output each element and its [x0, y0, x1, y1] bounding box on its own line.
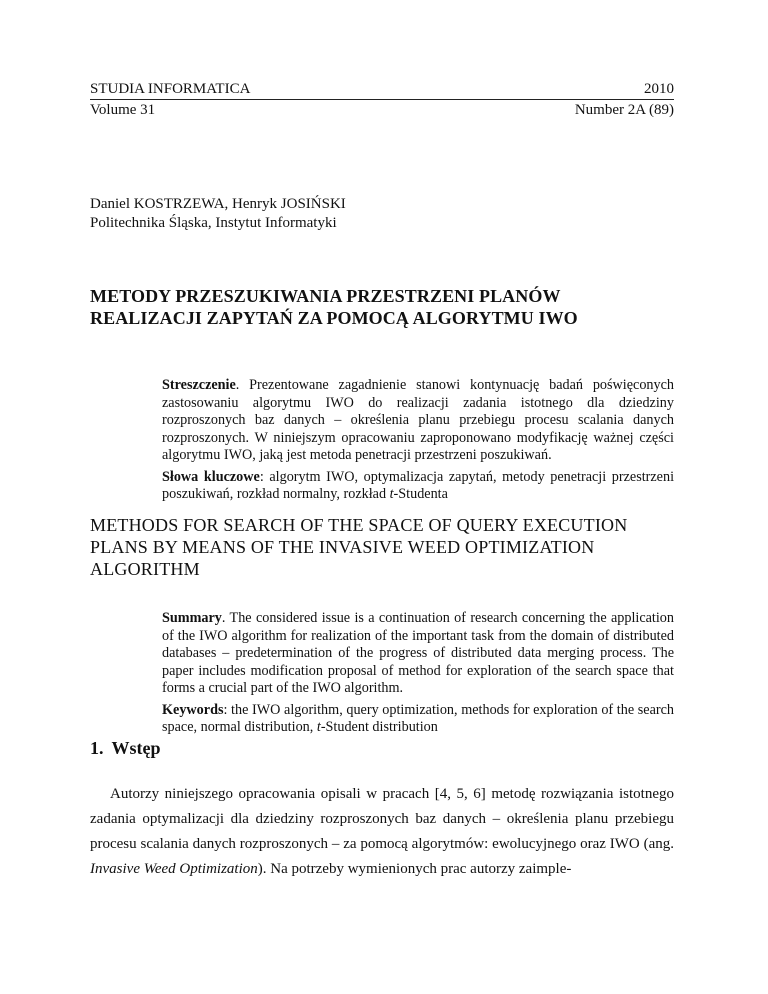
journal-number: Number 2A (89)	[574, 102, 674, 118]
abstract-polish-body	[162, 377, 674, 465]
journal-volume: Volume 31	[90, 102, 156, 118]
body-text-2: ). Na potrzeby wymienionych prac autorzy zaimple-	[257, 861, 572, 877]
abstract-polish-label: Streszczenie	[162, 377, 236, 393]
title-english-line-3: ALGORITHM	[90, 559, 200, 579]
journal-year: 2010	[644, 81, 674, 97]
abstract-english-label: Summary	[162, 610, 222, 626]
abstract-english-body	[162, 610, 674, 698]
keywords-english-text: : the IWO algorithm, query optimization, methods for exploration of the search space, normal distribution,	[162, 701, 674, 735]
keywords-english	[162, 702, 674, 737]
keywords-english-italic: t	[316, 719, 321, 735]
title-english-line-1: METHODS FOR SEARCH OF THE SPACE OF QUERY EXECUTION	[90, 515, 628, 535]
body-italic: Invasive Weed Optimization	[90, 861, 258, 877]
title-english	[90, 514, 710, 580]
keywords-polish-end: -Studenta	[393, 486, 448, 502]
title-english-line-2: PLANS BY MEANS OF THE INVASIVE WEED OPTIMIZATION	[90, 537, 595, 557]
author-affiliation: Politechnika Śląska, Instytut Informatyki	[90, 215, 337, 231]
body-paragraph	[90, 782, 674, 882]
title-polish-line-2: REALIZACJI ZAPYTAŃ ZA POMOCĄ ALGORYTMU IWO	[90, 308, 578, 328]
abstract-english-text: . The considered issue is a continuation of research concerning the application of the IWO algorithm for realization of the important task from the domain of distributed databases – predetermination of the progress of distributed data merging process. The paper includes modification proposal of method for exploration of the search space that forms a crucial part of the IWO algorithm.	[162, 610, 674, 696]
journal-header	[90, 80, 674, 119]
header-top-row	[90, 80, 674, 98]
journal-name: STUDIA INFORMATICA	[90, 81, 251, 97]
abstract-polish	[162, 377, 674, 504]
abstract-english	[162, 610, 674, 737]
keywords-polish-italic: t	[389, 486, 394, 502]
title-polish	[90, 285, 690, 329]
section-number: 1.	[90, 738, 104, 758]
section-title: Wstęp	[111, 738, 161, 758]
keywords-polish-label: Słowa kluczowe	[162, 468, 260, 485]
keywords-english-label: Keywords	[162, 701, 224, 718]
section-heading	[90, 738, 161, 759]
title-polish-line-1: METODY PRZESZUKIWANIA PRZESTRZENI PLANÓW	[90, 286, 561, 306]
body-text-1: Autorzy niniejszego opracowania opisali w pracach [4, 5, 6] metodę rozwiązania istotnego zadania optymalizacji dla dziedziny rozproszonych baz danych – określenia planu przebiegu procesu scalania danych rozproszonych – za pomocą algorytmów: ewolucyjnego oraz IWO (ang.	[90, 786, 674, 852]
author-block	[90, 195, 346, 233]
header-bottom-row	[90, 101, 674, 119]
keywords-polish-text: : algorytm IWO, optymalizacja zapytań, metody penetracji przestrzeni poszukiwań, rozkład normalny, rozkład	[162, 468, 675, 502]
header-rule	[90, 99, 674, 100]
abstract-polish-text: . Prezentowane zagadnienie stanowi kontynuację badań poświęconych zastosowaniu algorytmu IWO do realizacji zadania istotnego dla dziedziny rozproszonych baz danych – określenia planu przebiegu procesu scalania danych rozproszonych. W niniejszym opracowaniu zaproponowano modyfikację ważnej części algorytmu IWO, jaką jest metoda penetracji przestrzeni poszukiwań.	[162, 377, 674, 463]
keywords-polish	[162, 469, 674, 504]
keywords-english-end: -Student distribution	[320, 719, 438, 735]
author-names: Daniel KOSTRZEWA, Henryk JOSIŃSKI	[90, 196, 346, 212]
